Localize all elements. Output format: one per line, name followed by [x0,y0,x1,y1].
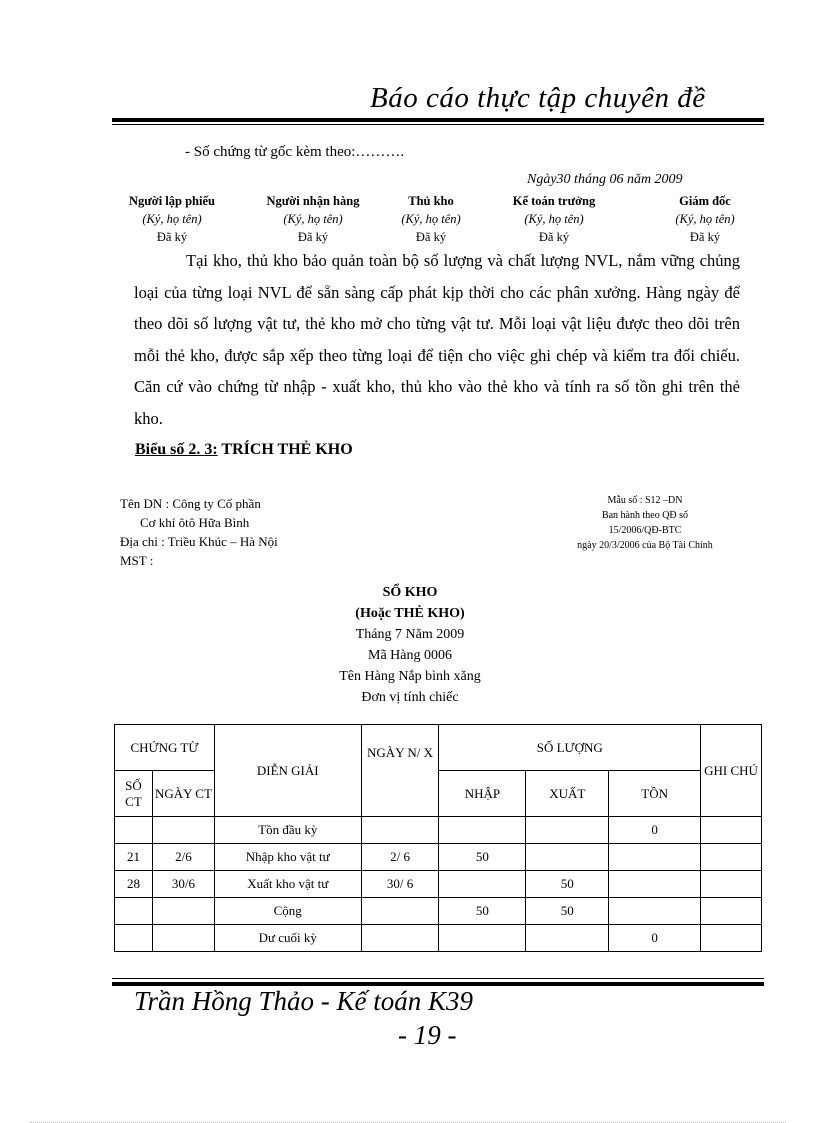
card-item-code: Mã Hàng 0006 [368,648,452,663]
cell-note [701,925,762,952]
company-address: Địa chỉ : Triều Khúc – Hà Nội [120,534,278,549]
cell-voucher-date: 2/6 [152,844,214,871]
cell-out [526,925,609,952]
signature-role: Kế toán trưởng [512,194,596,208]
cell-in: 50 [439,898,526,925]
stock-card-table [114,724,762,952]
signature-role: Giám đốc [679,194,731,208]
cell-voucher-no [115,898,153,925]
cell-out [526,844,609,871]
card-title: SỔ KHO [382,585,438,600]
card-item-name: Tên Hàng Nắp bình xăng [339,669,481,684]
body-paragraph: Tại kho, thủ kho bảo quản toàn bộ số lượng và chất lượng NVL, nắm vững chủng loại của từng loại NVL để sẵn sàng cấp phát kịp thời cho các phân xưởng. Hàng ngày để theo dõi số lượng vật tư, thẻ kho mở cho từng vật tư. Mỗi loại vật liệu được theo dõi trên mỗi thẻ kho, được sắp xếp theo từng loại để tiện cho việc ghi chép và kiểm tra đối chiếu. Căn cứ vào chứng từ nhập - xuất kho, thủ kho vào thẻ kho và tính ra số tồn ghi trên thẻ kho. [134,251,740,428]
header-quantity: SỐ LƯỢNG [439,725,701,771]
footer-rule-thin [112,978,764,979]
cell-note [701,817,762,844]
signature-hint: (Ký, họ tên) [283,212,343,226]
header-voucher-no: SỐ CT [115,771,153,817]
cell-description: Tồn đầu kỳ [214,817,361,844]
signature-storekeeper [388,192,474,246]
table-row [115,817,762,844]
header-balance: TỒN [609,771,701,817]
cell-out: 50 [526,898,609,925]
cell-in [439,925,526,952]
signature-status: Đã ký [415,230,447,244]
cell-balance [609,871,701,898]
cell-voucher-no: 28 [115,871,153,898]
form-issued-by: Ban hành theo QĐ số [601,510,689,521]
header-date-io: NGÀY N/ X [361,725,439,817]
cell-voucher-no: 21 [115,844,153,871]
cell-description: Cộng [214,898,361,925]
cell-voucher-date [152,817,214,844]
cell-voucher-no [115,925,153,952]
table-row [115,871,762,898]
cell-date-io [361,925,439,952]
cell-date-io: 30/ 6 [361,871,439,898]
cell-date-io: 2/ 6 [361,844,439,871]
cell-voucher-date [152,898,214,925]
cell-balance [609,844,701,871]
card-month: Tháng 7 Năm 2009 [355,627,465,642]
cell-in [439,871,526,898]
form-info [530,493,760,553]
page-number: - 19 - [398,1020,457,1050]
form-decision-no: 15/2006/QĐ-BTC [608,525,682,536]
date-line: Ngày30 tháng 06 năm 2009 [527,172,683,187]
cell-out [526,817,609,844]
header-out: XUẤT [526,771,609,817]
section-name: TRÍCH THẺ KHO [221,441,353,458]
cell-note [701,871,762,898]
signature-hint: (Ký, họ tên) [524,212,584,226]
header-in: NHẬP [439,771,526,817]
cell-voucher-no [115,817,153,844]
cell-note [701,844,762,871]
cell-out: 50 [526,871,609,898]
header-rule-thin [112,124,764,125]
company-name-line2: Cơ khí ôtô Hữa Bình [140,515,250,530]
signature-director [660,192,750,246]
header-rule-thick [112,118,764,122]
table-row [115,925,762,952]
signature-status: Đã ký [538,230,570,244]
signature-role: Người lập phiếu [129,194,215,208]
form-decision-date: ngày 20/3/2006 của Bộ Tài Chính [577,540,713,551]
cell-in: 50 [439,844,526,871]
cell-date-io [361,817,439,844]
signature-status: Đã ký [689,230,721,244]
company-info [120,494,278,570]
signature-hint: (Ký, họ tên) [142,212,202,226]
header-voucher-date: NGÀY CT [152,771,214,817]
signature-status: Đã ký [156,230,188,244]
header-note: GHI CHÚ [701,725,762,817]
card-unit: Đơn vị tính chiếc [361,690,459,705]
header-voucher: CHỨNG TỪ [115,725,215,771]
signature-role: Thủ kho [408,194,454,208]
cell-description: Nhập kho vật tư [214,844,361,871]
signature-status: Đã ký [297,230,329,244]
cell-description: Dư cuối kỳ [214,925,361,952]
cell-balance: 0 [609,817,701,844]
cell-balance [609,898,701,925]
company-name-line1: Tên DN : Công ty Cổ phần [120,496,261,511]
card-subtitle: (Hoặc THẺ KHO) [355,606,465,621]
table-row [115,844,762,871]
signature-preparer [114,192,230,246]
cell-balance: 0 [609,925,701,952]
table-row [115,898,762,925]
signature-hint: (Ký, họ tên) [401,212,461,226]
footer-author: Trần Hồng Thảo - Kế toán K39 [134,986,474,1016]
card-heading [250,582,570,708]
cell-voucher-date: 30/6 [152,871,214,898]
company-tax-code: MST : [120,553,154,568]
attachments-line: - Số chứng từ gốc kèm theo:………. [185,144,405,160]
signature-role: Người nhận hàng [266,194,360,208]
signature-receiver [250,192,376,246]
section-title [135,441,353,459]
cell-voucher-date [152,925,214,952]
header-description: DIỄN GIẢI [214,725,361,817]
cell-date-io [361,898,439,925]
report-header-title: Báo cáo thực tập chuyên đề [370,82,706,114]
form-code: Mẫu số : S12 –DN [607,495,683,506]
cell-note [701,898,762,925]
signature-chief-accountant [494,192,614,246]
cell-description: Xuất kho vật tư [214,871,361,898]
cell-in [439,817,526,844]
signature-hint: (Ký, họ tên) [675,212,735,226]
section-label: Biểu số 2. 3: [135,441,218,458]
